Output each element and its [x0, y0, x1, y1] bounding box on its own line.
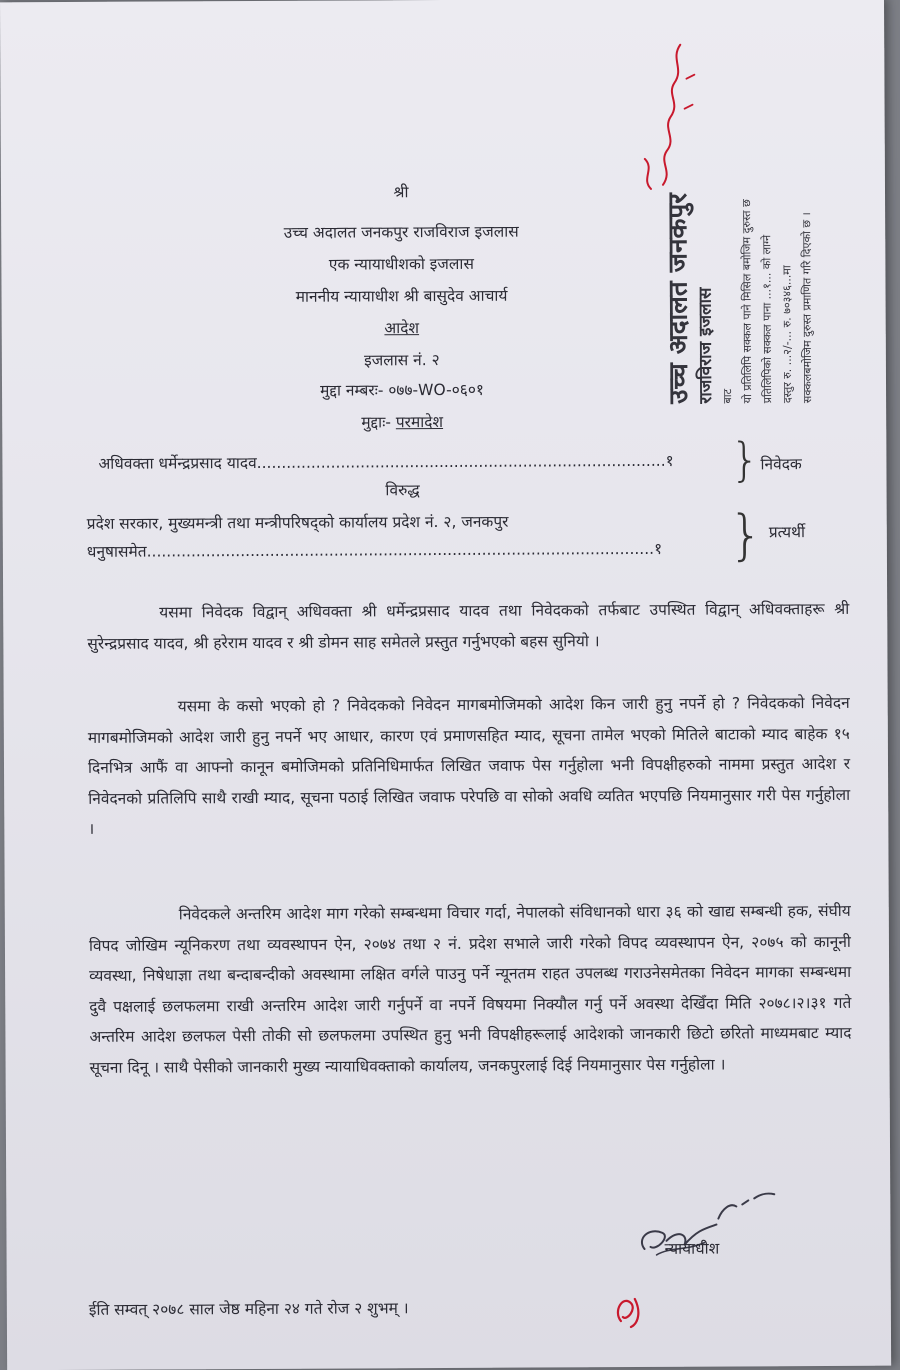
stamp-court: उच्च अदालत जनकपुर	[663, 193, 695, 404]
court-name: उच्च अदालत जनकपुर राजविराज इजलास	[283, 222, 519, 242]
case-number: मुद्दा नम्बरः- ०७७-WO-०६०१	[320, 380, 484, 400]
red-initial-mark	[609, 1281, 655, 1331]
stamp-line-3: दस्तुर रु. ...२/-... रु. ७०३४६...मा	[780, 265, 795, 404]
stamp-from: बाट	[721, 388, 735, 404]
case-type-line	[182, 409, 622, 433]
case-type: परमादेश	[395, 413, 444, 432]
bench-number: इजलास नं. २	[364, 351, 440, 370]
body-paragraph-1: यसमा निवेदक विद्वान् अधिवक्ता श्री धर्मेन्द्रप्रसाद यादव तथा निवेदकको तर्फबाट उपस्थित विद्वान् अधिवक्ताहरू श्री सुरेन्द्रप्रसाद यादव, श्री हरेराम यादव र श्री डोमन साह समेतले प्रस्तुत गर्नुभएको बहस सुनियो ।	[87, 599, 850, 653]
petitioner-brace: }	[730, 432, 760, 487]
respondent-role: प्रत्यर्थी	[768, 523, 806, 542]
respondent-line-2: धनुषासमेत.......................................................................................................१	[86, 539, 663, 561]
red-handwritten-annotation	[610, 39, 701, 209]
body-paragraph-2: यसमा के कसो भएको हो ? निवेदकको निवेदन मागबमोजिमको आदेश किन जारी हुनु नपर्ने हो ? निवेदकको निवेदन मागबमोजिमको आदेश जारी हुनु नपर्ने भए आधार, कारण एवं प्रमाणसहित म्याद, सूचना तामेल भएको मितिले बाटाको म्याद बाहेक १५ दिनभित्र आफैं वा आफ्नो कानून बमोजिमको प्रतिनिधिमार्फत लिखित जवाफ पेस गर्नुहोला भनी विपक्षीहरुको नाममा प्रस्तुत आदेश र निवेदनको प्रतिलिपि साथै राखी म्याद, सूचना पठाई लिखित जवाफ परेपछि वा सोको अवधि व्यतित भएपछि नियमानुसार गरी पेस गर्नुहोला ।	[87, 693, 851, 838]
stamp-bench: राजविराज इजलास	[695, 287, 717, 404]
case-type-label: मुद्दाः-	[361, 413, 391, 432]
petitioner-role: निवेदक	[760, 455, 802, 474]
judge-name: माननीय न्यायाधीश श्री बासुदेव आचार्य	[295, 286, 508, 306]
date-line: ईति सम्वत् २०७८ साल जेष्ठ महिना २४ गते रोज २ शुभम् ।	[88, 1299, 409, 1319]
body-paragraph-3: निवेदकले अन्तरिम आदेश माग गरेको सम्बन्धमा विचार गर्दा, नेपालको संविधानको धारा ३६ को खाद्य सम्बन्धी हक, संघीय विपद जोखिम न्यूनिकरण तथा व्यवस्थापन ऐन, २०७४ तथा २ नं. प्रदेश सभाले जारी गरेको विपद व्यवस्थापन ऐन, २०७५ को कानूनी व्यवस्था, निषेधाज्ञा तथा बन्दाबन्दीको अवस्थामा लक्षित वर्गले पाउनु पर्ने न्यूनतम राहत उपलब्ध गराउनेसमेतका निवेदन मागका सम्बन्धमा दुवै पक्षलाई छलफलमा राखी अन्तरिम आदेश जारी गर्नुपर्ने वा नपर्ने विषयमा निक्यौल गर्नु पर्ने अवस्था देखिँदा मिति २०७८।२।३१ गते अन्तरिम आदेश छलफल पेसी तोकी सो छलफलमा उपस्थित हुनु भनी विपक्षीहरूलाई आदेशको जानकारी छिटो छरितो माध्यमबाट म्याद सूचना दिनू । साथै पेसीको जानकारी मुख्य न्यायाधिवक्ताको कार्यालय, जनकपुरलाई दिई नियमानुसार पेस गर्नुहोला ।	[88, 901, 852, 1077]
header-shree: श्री	[393, 183, 409, 202]
stamp-line-1: यो प्रतिलिपि सक्कल पाने मिसिल बमोजिम दुरुस्त छ	[740, 199, 755, 404]
respondent-line-1: प्रदेश सरकार, मुख्यमन्त्री तथा मन्त्रीपरिषद्को कार्यालय प्रदेश नं. २, जनकपुर	[86, 512, 509, 533]
stamp-line-2: प्रतिलिपिको सक्कल पाना ...१... को लाग्ने	[760, 234, 775, 404]
stamp-line-4: सक्कलबमोजिम दुरुस्त प्रमाणित गरि दिएको छ ।	[800, 212, 815, 404]
bench-type: एक न्यायाधीशको इजलास	[328, 254, 474, 274]
petitioner-line: अधिवक्ता धर्मेन्द्रप्रसाद यादव...................................................................................१	[98, 451, 674, 473]
order-title: आदेश	[384, 319, 420, 338]
versus-label: विरुद्ध	[385, 481, 420, 500]
respondent-brace: }	[728, 503, 764, 567]
judge-title: न्यायाधीश	[664, 1239, 720, 1258]
